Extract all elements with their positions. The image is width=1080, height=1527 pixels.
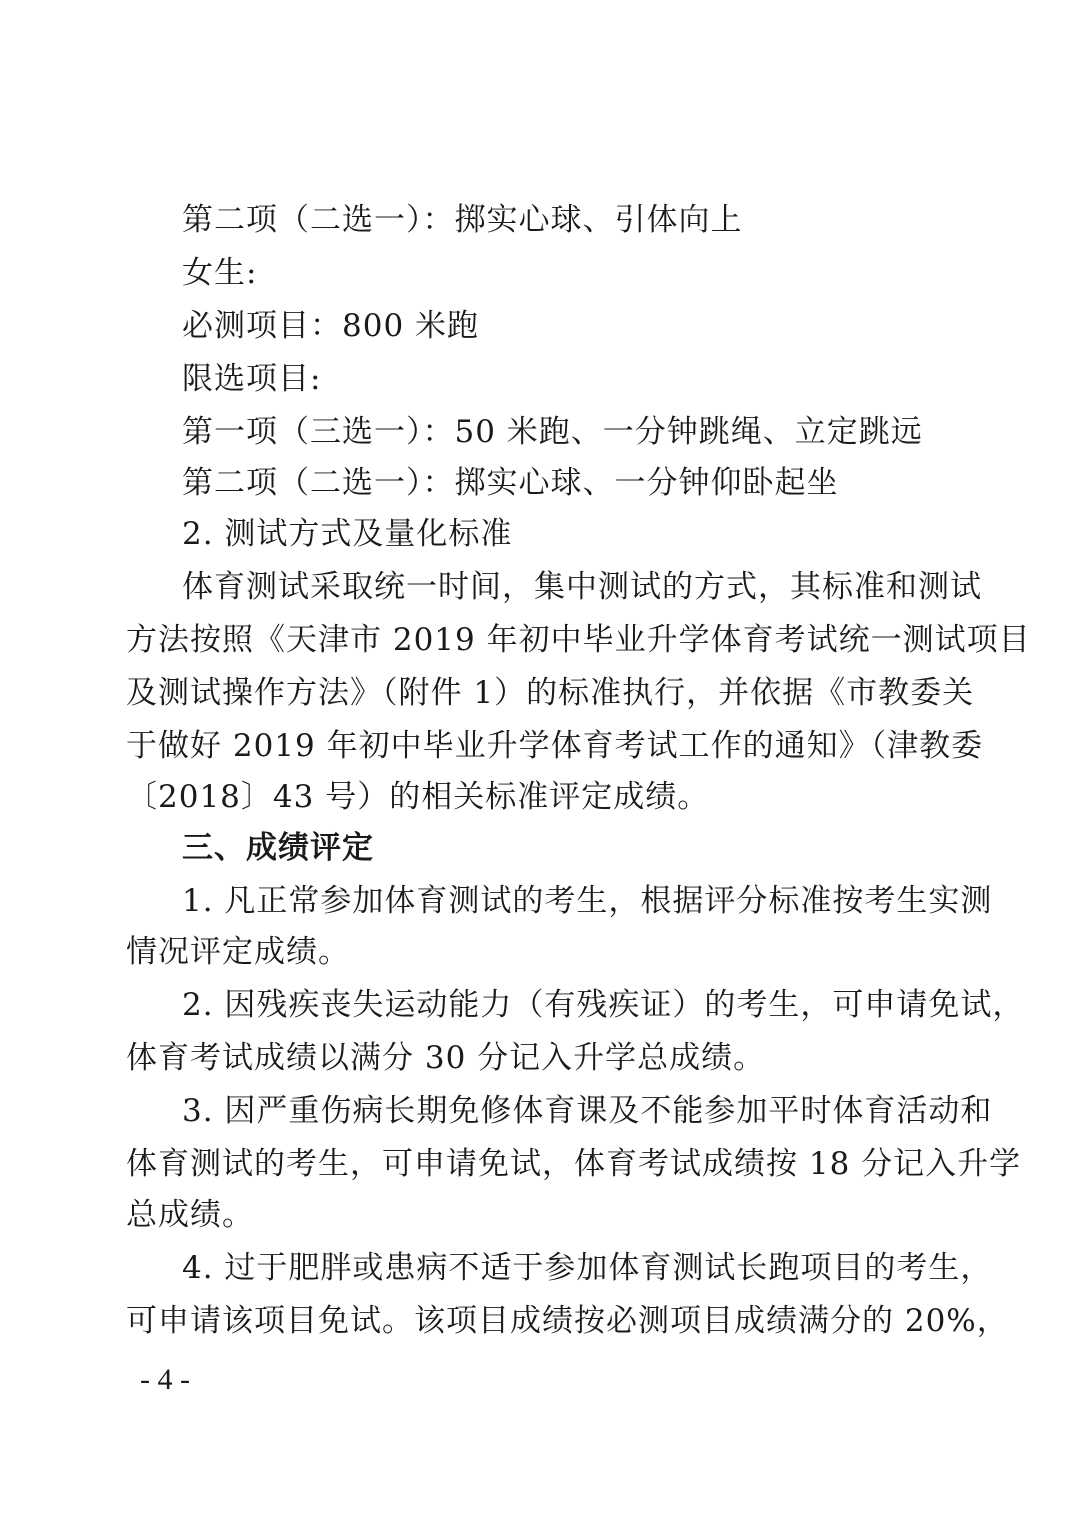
- text-line: 于做好 2019 年初中毕业升学体育考试工作的通知》（津教委: [126, 728, 984, 764]
- text-line: 〔2018〕43 号）的相关标准评定成绩。: [126, 779, 710, 815]
- page-number: - 4 -: [140, 1363, 190, 1396]
- text-line: 女生:: [182, 255, 258, 291]
- text-line: 体育考试成绩以满分 30 分记入升学总成绩。: [126, 1040, 766, 1076]
- text-line: 第一项（三选一）：50 米跑、一分钟跳绳、立定跳远: [182, 414, 923, 450]
- section-subheading: 2. 测试方式及量化标准: [182, 516, 513, 552]
- text-line: 必测项目：800 米跑: [182, 308, 480, 344]
- text-line: 方法按照《天津市 2019 年初中毕业升学体育考试统一测试项目: [126, 622, 1031, 658]
- text-line: 第二项（二选一）：掷实心球、一分钟仰卧起坐: [182, 465, 839, 501]
- text-line: 2. 因残疾丧失运动能力（有残疾证）的考生，可申请免试，: [182, 987, 1025, 1023]
- text-line: 1. 凡正常参加体育测试的考生，根据评分标准按考生实测: [182, 883, 993, 919]
- text-line: 3. 因严重伤病长期免修体育课及不能参加平时体育活动和: [182, 1093, 993, 1129]
- text-line: 可申请该项目免试。该项目成绩按必测项目成绩满分的 20%，: [126, 1303, 1009, 1339]
- text-line: 限选项目:: [182, 361, 322, 397]
- text-line: 体育测试的考生，可申请免试，体育考试成绩按 18 分记入升学: [126, 1146, 1022, 1182]
- text-line: 及测试操作方法》（附件 1）的标准执行，并依据《市教委关: [126, 675, 975, 711]
- text-line: 总成绩。: [126, 1197, 254, 1233]
- text-line: 体育测试采取统一时间，集中测试的方式，其标准和测试: [182, 569, 982, 605]
- text-line: 4. 过于肥胖或患病不适于参加体育测试长跑项目的考生，: [182, 1250, 993, 1286]
- section-heading: 三、成绩评定: [182, 830, 374, 866]
- text-line: 情况评定成绩。: [126, 934, 350, 970]
- text-line: 第二项（二选一）：掷实心球、引体向上: [182, 202, 743, 238]
